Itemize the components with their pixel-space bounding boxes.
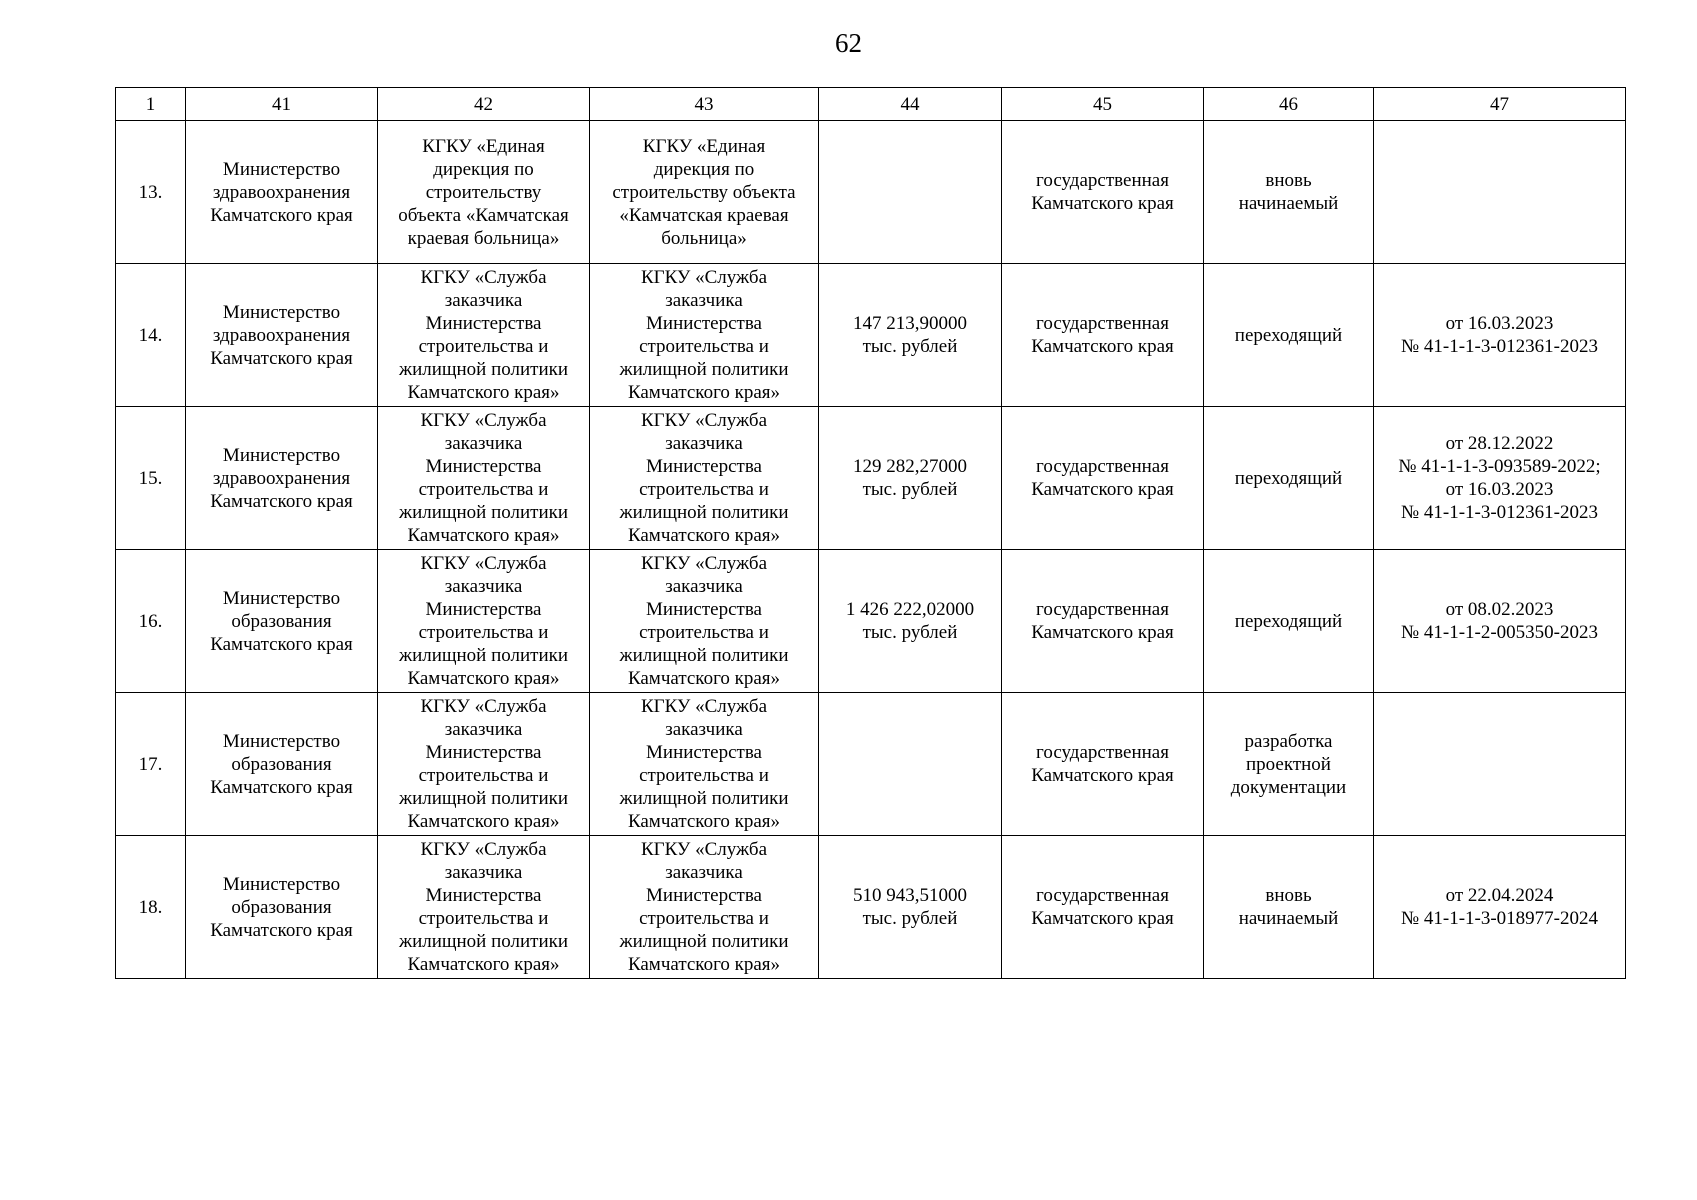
status-cell: переходящий	[1204, 264, 1374, 407]
table-row	[116, 407, 1626, 550]
row-number: 13.	[116, 121, 186, 264]
ministry-cell: Министерство образования Камчатского края	[186, 550, 378, 693]
expertise-cell: от 08.02.2023 № 41-1-1-2-005350-2023	[1374, 550, 1626, 693]
customer-cell: КГКУ «Служба заказчика Министерства строительства и жилищной политики Камчатского края»	[378, 836, 590, 979]
cost-cell	[819, 693, 1002, 836]
table-row	[116, 264, 1626, 407]
cost-cell: 129 282,27000 тыс. рублей	[819, 407, 1002, 550]
expertise-cell	[1374, 693, 1626, 836]
ownership-cell: государственная Камчатского края	[1002, 836, 1204, 979]
ownership-cell: государственная Камчатского края	[1002, 121, 1204, 264]
ownership-cell: государственная Камчатского края	[1002, 693, 1204, 836]
row-number: 16.	[116, 550, 186, 693]
customer-cell: КГКУ «Служба заказчика Министерства строительства и жилищной политики Камчатского края»	[378, 693, 590, 836]
table-row	[116, 121, 1626, 264]
cost-cell: 147 213,90000 тыс. рублей	[819, 264, 1002, 407]
status-cell: переходящий	[1204, 407, 1374, 550]
header-cell: 46	[1204, 88, 1374, 121]
expertise-cell	[1374, 121, 1626, 264]
page-number: 62	[835, 28, 862, 58]
developer-cell: КГКУ «Служба заказчика Министерства строительства и жилищной политики Камчатского края»	[590, 407, 819, 550]
ministry-cell: Министерство образования Камчатского края	[186, 836, 378, 979]
registry-table	[115, 87, 1626, 979]
developer-cell: КГКУ «Служба заказчика Министерства строительства и жилищной политики Камчатского края»	[590, 264, 819, 407]
ownership-cell: государственная Камчатского края	[1002, 407, 1204, 550]
cost-cell: 1 426 222,02000 тыс. рублей	[819, 550, 1002, 693]
header-cell: 45	[1002, 88, 1204, 121]
customer-cell: КГКУ «Служба заказчика Министерства строительства и жилищной политики Камчатского края»	[378, 407, 590, 550]
table-row	[116, 836, 1626, 979]
ministry-cell: Министерство здравоохранения Камчатского края	[186, 121, 378, 264]
expertise-cell: от 16.03.2023 № 41-1-1-3-012361-2023	[1374, 264, 1626, 407]
header-cell: 47	[1374, 88, 1626, 121]
customer-cell: КГКУ «Единая дирекция по строительству объекта «Камчатская краевая больница»	[378, 121, 590, 264]
row-number: 18.	[116, 836, 186, 979]
ministry-cell: Министерство образования Камчатского края	[186, 693, 378, 836]
status-cell: вновь начинаемый	[1204, 121, 1374, 264]
customer-cell: КГКУ «Служба заказчика Министерства строительства и жилищной политики Камчатского края»	[378, 550, 590, 693]
expertise-cell: от 28.12.2022 № 41-1-1-3-093589-2022; от 16.03.2023 № 41-1-1-3-012361-2023	[1374, 407, 1626, 550]
developer-cell: КГКУ «Служба заказчика Министерства строительства и жилищной политики Камчатского края»	[590, 693, 819, 836]
header-cell: 42	[378, 88, 590, 121]
ministry-cell: Министерство здравоохранения Камчатского края	[186, 407, 378, 550]
row-number: 14.	[116, 264, 186, 407]
customer-cell: КГКУ «Служба заказчика Министерства строительства и жилищной политики Камчатского края»	[378, 264, 590, 407]
header-row	[116, 88, 1626, 121]
status-cell: переходящий	[1204, 550, 1374, 693]
header-cell: 44	[819, 88, 1002, 121]
ownership-cell: государственная Камчатского края	[1002, 550, 1204, 693]
header-cell: 43	[590, 88, 819, 121]
status-cell: вновь начинаемый	[1204, 836, 1374, 979]
header-cell: 1	[116, 88, 186, 121]
ownership-cell: государственная Камчатского края	[1002, 264, 1204, 407]
cost-cell	[819, 121, 1002, 264]
expertise-cell: от 22.04.2024 № 41-1-1-3-018977-2024	[1374, 836, 1626, 979]
status-cell: разработка проектной документации	[1204, 693, 1374, 836]
cost-cell: 510 943,51000 тыс. рублей	[819, 836, 1002, 979]
developer-cell: КГКУ «Единая дирекция по строительству объекта «Камчатская краевая больница»	[590, 121, 819, 264]
table-row	[116, 550, 1626, 693]
row-number: 15.	[116, 407, 186, 550]
ministry-cell: Министерство здравоохранения Камчатского края	[186, 264, 378, 407]
header-cell: 41	[186, 88, 378, 121]
row-number: 17.	[116, 693, 186, 836]
developer-cell: КГКУ «Служба заказчика Министерства строительства и жилищной политики Камчатского края»	[590, 550, 819, 693]
developer-cell: КГКУ «Служба заказчика Министерства строительства и жилищной политики Камчатского края»	[590, 836, 819, 979]
table-row	[116, 693, 1626, 836]
